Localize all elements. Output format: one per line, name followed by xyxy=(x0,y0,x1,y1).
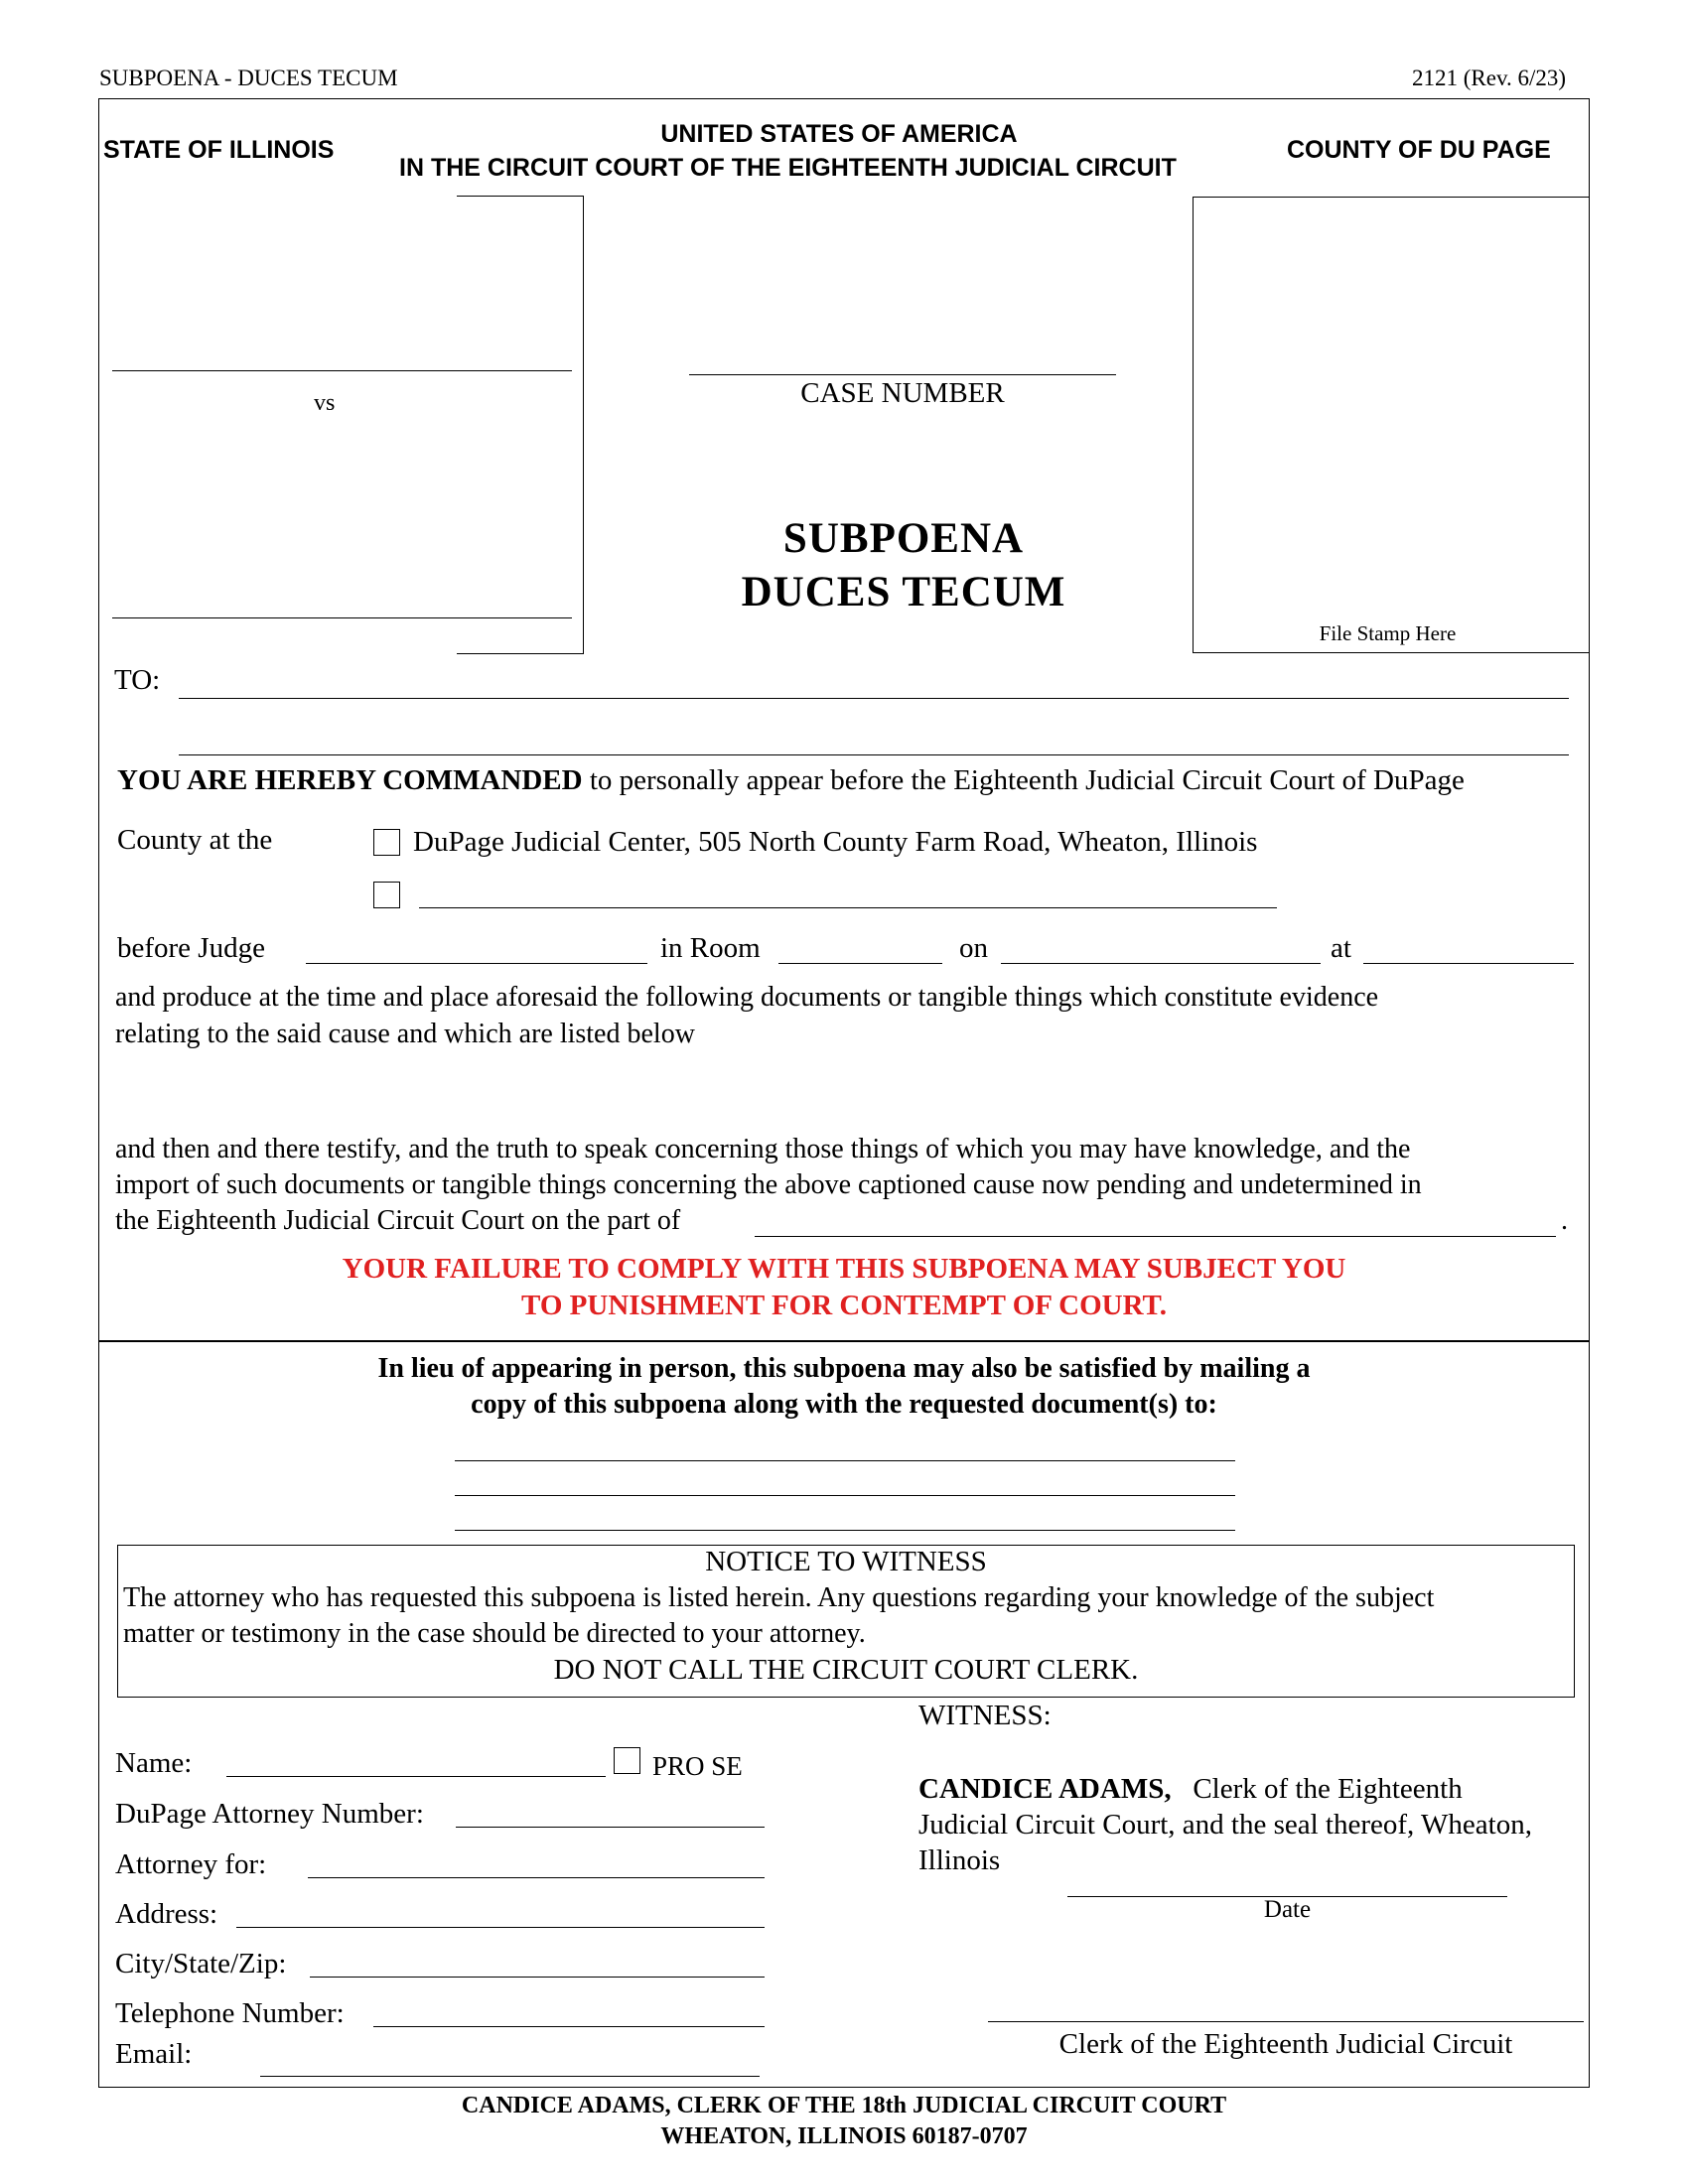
date-line[interactable] xyxy=(1001,963,1321,964)
to-line-1[interactable] xyxy=(179,698,1569,699)
in-room-label: in Room xyxy=(660,932,761,964)
clerk-rest1: Clerk of the Eighteenth xyxy=(1193,1773,1463,1805)
parties-box-bottom xyxy=(457,653,584,654)
party-line[interactable] xyxy=(755,1236,1556,1237)
case-number-line[interactable] xyxy=(689,374,1116,375)
testify-line2: import of such documents or tangible things concerning the above captioned cause now pending and undetermined in xyxy=(115,1169,1422,1200)
mail-line2: copy of this subpoena along with the requested document(s) to: xyxy=(471,1389,1217,1420)
defendant-line[interactable] xyxy=(112,617,572,618)
parties-box-top xyxy=(457,196,583,197)
mail-address-line-3[interactable] xyxy=(455,1530,1235,1531)
form-title: SUBPOENA - DUCES TECUM xyxy=(99,66,398,90)
attorney-number-line[interactable] xyxy=(456,1827,765,1828)
pro-se-label: PRO SE xyxy=(652,1751,743,1781)
parties-box-side xyxy=(583,196,584,654)
location-checkbox-1[interactable] xyxy=(373,829,400,856)
address-label: Address: xyxy=(115,1898,218,1930)
at-label: at xyxy=(1331,932,1351,964)
clerk-line3: Illinois xyxy=(918,1844,1001,1876)
clerk-name: CANDICE ADAMS, xyxy=(918,1773,1172,1805)
period: . xyxy=(1561,1205,1568,1236)
clerk-signature-line[interactable] xyxy=(988,2021,1584,2022)
room-line[interactable] xyxy=(778,963,942,964)
witness-label: WITNESS: xyxy=(918,1700,1052,1731)
city-line[interactable] xyxy=(310,1977,765,1978)
clerk-signature-label: Clerk of the Eighteenth Judicial Circuit xyxy=(1058,2028,1513,2060)
notice-line1: The attorney who has requested this subpoena is listed herein. Any questions regarding your knowledge of the subject xyxy=(123,1582,1435,1613)
attorney-name-line[interactable] xyxy=(226,1776,606,1777)
mail-address-line-2[interactable] xyxy=(455,1495,1235,1496)
testify-line3: the Eighteenth Judicial Circuit Court on the part of xyxy=(115,1205,681,1236)
vs-label: vs xyxy=(314,390,336,416)
warning-line2: TO PUNISHMENT FOR CONTEMPT OF COURT. xyxy=(521,1290,1167,1321)
county-label: COUNTY OF DU PAGE xyxy=(1287,136,1551,164)
date-label: Date xyxy=(1263,1896,1312,1923)
location-checkbox-2[interactable] xyxy=(373,882,400,908)
county-at-label: County at the xyxy=(117,824,273,856)
to-label: TO: xyxy=(114,664,161,696)
doc-title-line1: SUBPOENA xyxy=(782,515,1025,562)
notice-line2: matter or testimony in the case should be directed to your attorney. xyxy=(123,1618,866,1649)
footer-line1: CANDICE ADAMS, CLERK OF THE 18th JUDICIAL CIRCUIT COURT xyxy=(461,2093,1227,2118)
state-label: STATE OF ILLINOIS xyxy=(103,136,335,164)
file-stamp-label: File Stamp Here xyxy=(1319,621,1457,645)
form-number: 2121 (Rev. 6/23) xyxy=(1412,66,1567,90)
commanded-bold: YOU ARE HEREBY COMMANDED xyxy=(117,764,583,796)
section-divider xyxy=(98,1340,1590,1342)
notice-line3: DO NOT CALL THE CIRCUIT COURT CLERK. xyxy=(553,1654,1139,1686)
notice-title: NOTICE TO WITNESS xyxy=(705,1546,987,1577)
country-label: UNITED STATES OF AMERICA xyxy=(660,120,1018,148)
address-line[interactable] xyxy=(236,1927,765,1928)
produce-line2: relating to the said cause and which are listed below xyxy=(115,1019,695,1049)
email-line[interactable] xyxy=(260,2076,760,2077)
before-judge-label: before Judge xyxy=(117,932,265,964)
warning-line1: YOUR FAILURE TO COMPLY WITH THIS SUBPOENA MAY SUBJECT YOU xyxy=(342,1253,1346,1285)
commanded-rest: to personally appear before the Eighteenth Judicial Circuit Court of DuPage xyxy=(582,764,1465,796)
attorney-for-line[interactable] xyxy=(308,1877,765,1878)
footer-line2: WHEATON, ILLINOIS 60187-0707 xyxy=(660,2123,1028,2149)
produce-line1: and produce at the time and place aforesaid the following documents or tangible things which constitute evidence xyxy=(115,982,1379,1013)
on-label: on xyxy=(959,932,988,964)
mail-address-line-1[interactable] xyxy=(455,1460,1235,1461)
location-option-1: DuPage Judicial Center, 505 North County Farm Road, Wheaton, Illinois xyxy=(413,826,1258,858)
clerk-line1 xyxy=(918,1773,1463,1806)
mail-line1: In lieu of appearing in person, this subpoena may also be satisfied by mailing a xyxy=(377,1353,1311,1384)
attorney-for-label: Attorney for: xyxy=(115,1848,267,1880)
city-label: City/State/Zip: xyxy=(115,1948,287,1979)
location-other-line[interactable] xyxy=(419,907,1277,908)
clerk-line2: Judicial Circuit Court, and the seal thereof, Wheaton, xyxy=(918,1809,1532,1841)
email-label: Email: xyxy=(115,2038,193,2070)
testify-line1: and then and there testify, and the truth to speak concerning those things of which you may have knowledge, and the xyxy=(115,1134,1411,1164)
attorney-number-label: DuPage Attorney Number: xyxy=(115,1798,424,1830)
pro-se-checkbox[interactable] xyxy=(614,1747,640,1774)
court-label: IN THE CIRCUIT COURT OF THE EIGHTEENTH JUDICIAL CIRCUIT xyxy=(399,154,1177,182)
attorney-name-label: Name: xyxy=(115,1747,193,1779)
time-line[interactable] xyxy=(1363,963,1574,964)
to-line-2[interactable] xyxy=(179,754,1569,755)
doc-title-line2: DUCES TECUM xyxy=(741,569,1066,615)
plaintiff-line[interactable] xyxy=(112,370,572,371)
judge-line[interactable] xyxy=(306,963,647,964)
file-stamp-box xyxy=(1193,197,1590,653)
case-number-label: CASE NUMBER xyxy=(800,377,1005,409)
telephone-label: Telephone Number: xyxy=(115,1997,345,2029)
commanded-text xyxy=(117,764,1465,797)
telephone-line[interactable] xyxy=(373,2026,765,2027)
